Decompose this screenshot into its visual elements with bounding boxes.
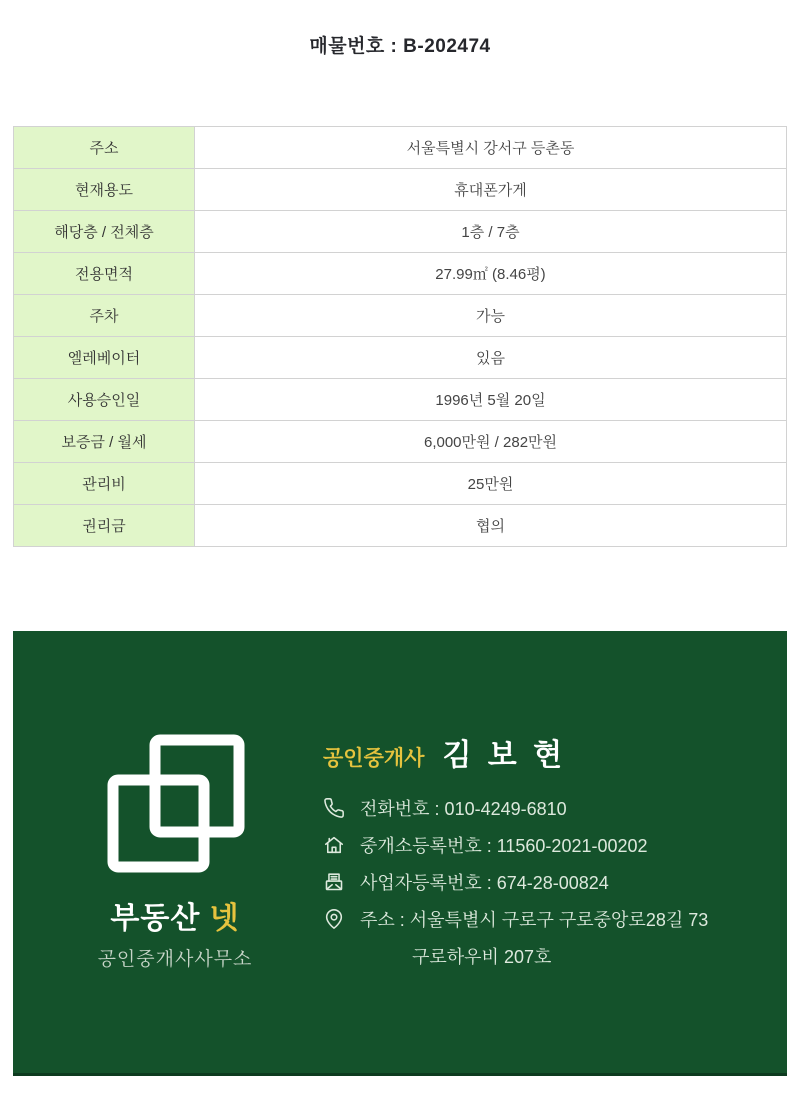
row-value: 휴대폰가게: [195, 169, 787, 211]
row-label: 보증금 / 월세: [14, 421, 195, 463]
agency-brand: [75, 733, 275, 971]
page-title: 매물번호 : B-202474: [309, 36, 491, 57]
table-row: [14, 421, 787, 463]
row-label: 해당층 / 전체층: [14, 211, 195, 253]
brand-subtitle: 공인중개사사무소: [97, 949, 253, 970]
agent-name: 김 보 현: [442, 738, 567, 772]
row-label: 전용면적: [14, 253, 195, 295]
row-value: 25만원: [195, 463, 787, 505]
row-value: 서울특별시 강서구 등촌동: [195, 127, 787, 169]
table-row: [14, 127, 787, 169]
contact-row-office-registration: [323, 827, 708, 864]
agent-heading: [323, 730, 708, 774]
row-value: 있음: [195, 337, 787, 379]
table-row: [14, 169, 787, 211]
row-value: 1층 / 7층: [195, 211, 787, 253]
row-value: 협의: [195, 505, 787, 547]
row-value: 27.99㎡ (8.46평): [195, 253, 787, 295]
row-value: 6,000만원 / 282만원: [195, 421, 787, 463]
row-label: 사용승인일: [14, 379, 195, 421]
brand-name-main: 부동산: [110, 902, 201, 935]
table-row: [14, 337, 787, 379]
document-icon: [323, 871, 345, 893]
agency-info: [323, 730, 708, 975]
brand-name-accent: 넷: [209, 902, 240, 935]
table-row: [14, 463, 787, 505]
overlapping-squares-logo-icon: [105, 733, 245, 873]
brand-name: [75, 893, 275, 937]
table-row: [14, 295, 787, 337]
table-row: [14, 211, 787, 253]
table-row: [14, 379, 787, 421]
contact-list: [323, 790, 708, 975]
contact-text-business-registration: 사업자등록번호 : 674-28-00824: [360, 873, 609, 893]
agent-role-label: 공인중개사: [323, 746, 425, 770]
row-label: 주차: [14, 295, 195, 337]
contact-text-phone: 전화번호 : 010-4249-6810: [360, 799, 567, 819]
contact-text-office-registration: 중개소등록번호 : 11560-2021-00202: [360, 836, 648, 856]
contact-address-line-2: [323, 938, 708, 975]
row-value: 1996년 5월 20일: [195, 379, 787, 421]
location-pin-icon: [323, 908, 345, 930]
row-label: 현재용도: [14, 169, 195, 211]
house-icon: [323, 834, 345, 856]
agency-card: [13, 631, 787, 1076]
property-table: [13, 126, 787, 547]
row-label: 엘레베이터: [14, 337, 195, 379]
contact-row-address: [323, 901, 708, 938]
contact-text-address: 주소 : 서울특별시 구로구 구로중앙로28길 73: [360, 910, 709, 930]
table-row: [14, 253, 787, 295]
row-label: 관리비: [14, 463, 195, 505]
contact-row-business-registration: [323, 864, 708, 901]
phone-icon: [323, 797, 345, 819]
row-label: 권리금: [14, 505, 195, 547]
row-value: 가능: [195, 295, 787, 337]
table-row: [14, 505, 787, 547]
row-label: 주소: [14, 127, 195, 169]
contact-row-phone: [323, 790, 708, 827]
contact-text-address-2: 구로하우비 207호: [412, 947, 552, 967]
